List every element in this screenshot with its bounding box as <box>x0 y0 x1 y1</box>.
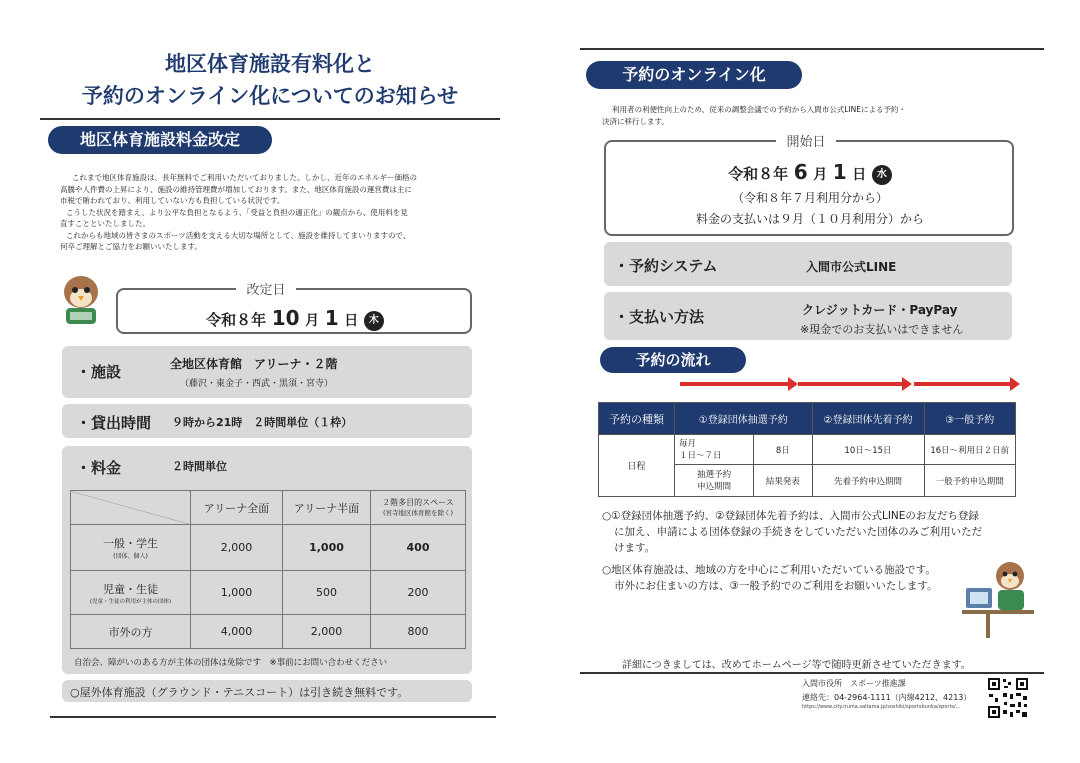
fee-label: ・料金 <box>76 459 122 477</box>
start-date-label: 開始日 <box>776 131 836 150</box>
hours-value: ９時から21時 ２時間単位（１枠） <box>172 416 353 429</box>
flow-arrow <box>914 382 1012 386</box>
start-date-sub1: （令和８年７月利用分から） <box>731 191 888 205</box>
mascot-computer-illustration <box>956 552 1038 640</box>
fee-table-header: ２階多目的スペース (宮寺地区体育館を除く) <box>371 491 466 525</box>
title-divider <box>40 118 500 120</box>
section-heading-fee-revision: 地区体育施設料金改定 <box>48 126 272 154</box>
footer-divider-right <box>580 672 1044 674</box>
fee-table-header: アリーナ全面 <box>191 491 283 525</box>
page-title-line1: 地区体育施設有料化と <box>165 52 375 76</box>
flow-header: ①登録団体抽選予約 <box>675 403 813 435</box>
flow-table <box>598 402 1016 497</box>
facility-panel <box>62 346 472 398</box>
weekday-badge: 木 <box>364 311 384 331</box>
revision-date-label: 改定日 <box>236 279 296 298</box>
flow-arrow <box>680 382 790 386</box>
facility-value: 全地区体育館 アリーナ・２階 <box>170 357 338 371</box>
payment-label: ・支払い方法 <box>614 308 705 326</box>
system-label: ・予約システム <box>614 257 718 275</box>
website-url: https://www.city.iruma.saitama.jp/soshiki/sportsbunka/sports/... <box>802 704 961 710</box>
flow-header: 予約の種類 <box>599 403 675 435</box>
hours-label: ・貸出時間 <box>76 414 152 432</box>
office-name: 入間市役所 スポーツ推進課 <box>802 679 906 688</box>
fee-unit: ２時間単位 <box>172 460 227 473</box>
contact-info: 連絡先：04-2964-1111（内線4212、4213） <box>802 693 972 702</box>
flow-header: ③一般予約 <box>924 403 1016 435</box>
table-row: 一般・学生 (団体、個人) 2,000 1,000 400 <box>71 525 466 571</box>
start-date-sub2: 料金の支払いは９月（１０月利用分）から <box>695 212 924 226</box>
fee-table <box>70 490 466 649</box>
table-row: 抽選予約 申込期間 結果発表 先着予約申込期間 一般予約申込期間 <box>599 465 1016 497</box>
fee-note: 自治会、障がいのある方が主体の団体は免除です ※事前にお問い合わせください <box>74 658 388 668</box>
weekday-badge: 水 <box>872 165 892 185</box>
revision-date: 令和８年 10 月 1 日 木 <box>150 306 440 331</box>
online-intro: 利用者の利便性向上のため、従来の調整会議での予約から入間市公式LINEによる予約・ 決済に移行します。 <box>602 105 906 126</box>
flow-header: ②登録団体先着予約 <box>812 403 924 435</box>
system-value: 入間市公式LINE <box>806 260 897 274</box>
page-title-line2: 予約のオンライン化についてのお知らせ <box>81 84 459 108</box>
qr-code[interactable] <box>986 676 1030 720</box>
fee-table-header: アリーナ半面 <box>283 491 371 525</box>
details-note: 詳細につきましては、改めてホームページ等で随時更新させていただきます。 <box>622 660 971 671</box>
payment-note: ※現金でのお支払いはできません <box>800 323 964 336</box>
fee-table-corner <box>71 491 191 525</box>
footer-divider-left <box>50 716 496 718</box>
section-heading-flow: 予約の流れ <box>600 347 746 373</box>
start-date: 令和８年 6 月 1 日 水 <box>640 160 980 185</box>
mascot-illustration <box>54 268 108 330</box>
header-divider-right <box>580 48 1044 50</box>
outdoor-note: ○屋外体育施設（グラウンド・テニスコート）は引き続き無料です。 <box>70 686 409 699</box>
table-row: 日程 毎月 １日～７日 8日 10日～15日 16日～利用日２日前 <box>599 435 1016 465</box>
table-row: 市外の方 4,000 2,000 800 <box>71 615 466 649</box>
section-heading-online: 予約のオンライン化 <box>586 61 802 89</box>
flow-arrow <box>798 382 904 386</box>
reservation-note-1: ○①登録団体抽選予約、②登録団体先着予約は、入間市公式LINEのお友だち登録 に加え、申請による団体登録の手続きをしていただいた団体のみご利用いただ けます。 <box>602 510 983 554</box>
reservation-note-2: ○地区体育施設は、地域の方を中心にご利用いただいている施設です。 市外にお住まいの方は、③一般予約でのご利用をお願いいたします。 <box>602 564 938 592</box>
facility-sub: （藤沢・東金子・西武・黒須・宮寺） <box>180 379 334 389</box>
payment-value: クレジットカード・PayPay <box>802 303 958 317</box>
facility-label: ・施設 <box>76 363 122 381</box>
table-row: 児童・生徒 (児童・生徒の利用が主体の団体) 1,000 500 200 <box>71 571 466 615</box>
intro-text: これまで地区体育施設は、長年無料でご利用いただいておりました。しかし、近年のエネルギー価格の 高騰や人件費の上昇により、施設の維持管理費が増加しております。また、地区体育施設の運営費は主に 市税で賄われており、利用していない方も負担している状況です。 こうした状況を踏まえ、より公平な負担となるよう、「受益と負担の適正化」の観点から、使用料を見 直すことといたしました。 これからも地域の皆さまのスポーツ活動を支える大切な場所として、施設を維持してまいりますので、 何卒ご理解とご協力をお願いいたします。 <box>60 173 417 251</box>
